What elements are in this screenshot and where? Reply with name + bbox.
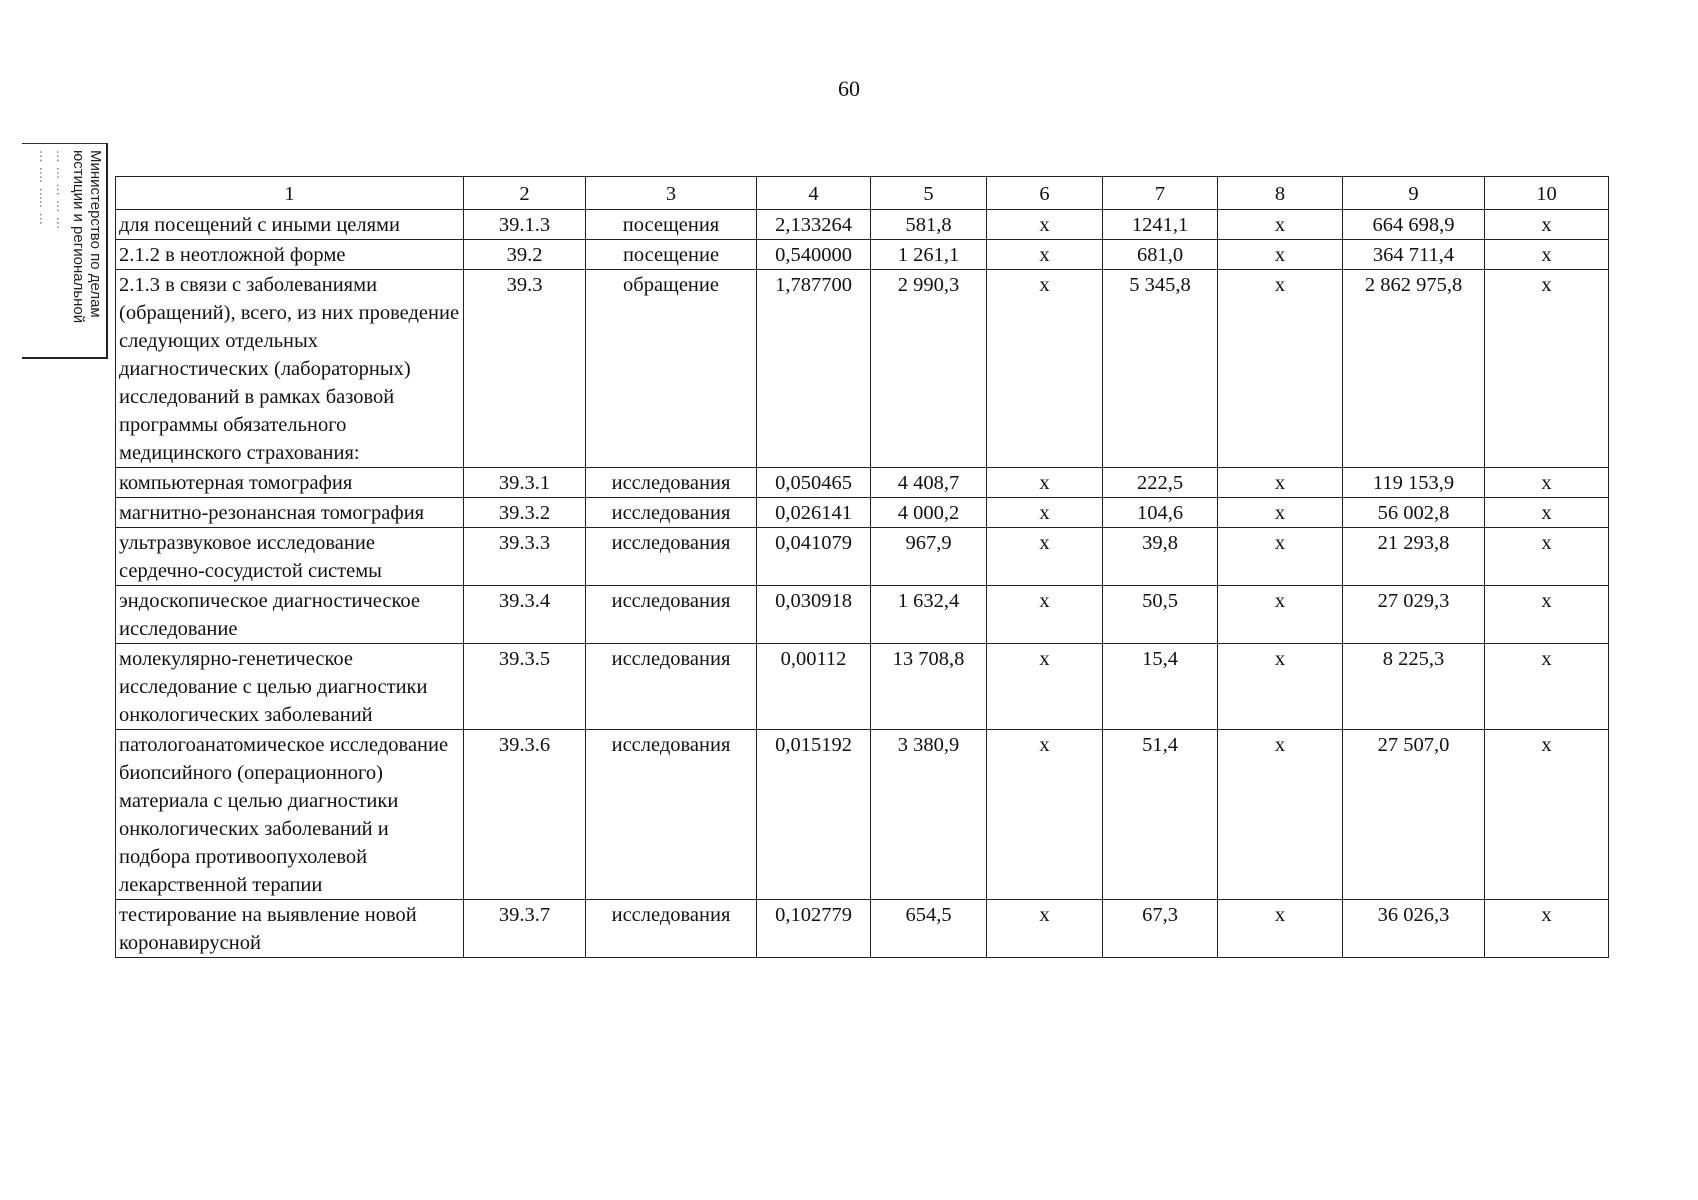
row-cell: 0,026141	[757, 498, 871, 528]
row-cell: х	[987, 240, 1103, 270]
row-code-cell: 39.3.2	[464, 498, 586, 528]
row-cell: х	[1485, 644, 1609, 730]
row-cell: х	[1218, 644, 1343, 730]
row-cell: 119 153,9	[1343, 468, 1485, 498]
header-cell: 2	[464, 177, 586, 210]
row-name-cell: молекулярно-генетическое исследование с целью диагностики онкологических заболеваний	[116, 644, 464, 730]
row-name-cell: 2.1.3 в связи с заболеваниями (обращений), всего, из них проведение следующих отдельных диагностических (лабораторных) исследований в рамках базовой программы обязательного медицинского страхования:	[116, 270, 464, 468]
ministry-stamp	[22, 143, 108, 359]
header-cell: 4	[757, 177, 871, 210]
row-name-cell: компьютерная томография	[116, 468, 464, 498]
table-row	[116, 528, 1609, 586]
row-name-cell: магнитно-резонансная томография	[116, 498, 464, 528]
row-cell: х	[1485, 900, 1609, 958]
stamp-line-2: юстиции и региональной	[70, 150, 87, 324]
row-cell: 8 225,3	[1343, 644, 1485, 730]
row-cell: х	[987, 498, 1103, 528]
header-row	[116, 177, 1609, 210]
row-cell: х	[987, 730, 1103, 900]
table-row	[116, 900, 1609, 958]
row-code-cell: 39.1.3	[464, 210, 586, 240]
row-cell: х	[1485, 270, 1609, 468]
header-cell: 6	[987, 177, 1103, 210]
row-code-cell: 39.3	[464, 270, 586, 468]
row-cell: х	[1485, 468, 1609, 498]
row-cell: х	[987, 900, 1103, 958]
row-cell: х	[1485, 498, 1609, 528]
row-cell: 967,9	[871, 528, 987, 586]
row-cell: 222,5	[1103, 468, 1218, 498]
row-cell: 13 708,8	[871, 644, 987, 730]
table-row	[116, 210, 1609, 240]
row-cell: х	[1218, 730, 1343, 900]
table-row	[116, 270, 1609, 468]
row-cell: 0,102779	[757, 900, 871, 958]
table-row	[116, 644, 1609, 730]
stamp-line-4: ... .... ..... ...	[36, 150, 53, 226]
row-cell: х	[987, 270, 1103, 468]
row-cell: 0,540000	[757, 240, 871, 270]
row-cell: 51,4	[1103, 730, 1218, 900]
row-cell: 67,3	[1103, 900, 1218, 958]
row-name-cell: 2.1.2 в неотложной форме	[116, 240, 464, 270]
row-cell: 364 711,4	[1343, 240, 1485, 270]
row-code-cell: 39.3.7	[464, 900, 586, 958]
row-unit-cell: исследования	[586, 468, 757, 498]
row-name-cell: эндоскопическое диагностическое исследование	[116, 586, 464, 644]
row-cell: 2 990,3	[871, 270, 987, 468]
row-cell: х	[1218, 900, 1343, 958]
row-cell: 2,133264	[757, 210, 871, 240]
table-row	[116, 240, 1609, 270]
row-cell: х	[1218, 498, 1343, 528]
table-row	[116, 586, 1609, 644]
row-cell: 4 408,7	[871, 468, 987, 498]
row-code-cell: 39.3.1	[464, 468, 586, 498]
row-cell: 56 002,8	[1343, 498, 1485, 528]
row-cell: х	[1218, 210, 1343, 240]
row-cell: х	[1485, 528, 1609, 586]
row-cell: х	[1485, 240, 1609, 270]
row-cell: 27 507,0	[1343, 730, 1485, 900]
row-cell: 0,041079	[757, 528, 871, 586]
row-cell: 0,015192	[757, 730, 871, 900]
row-cell: 1 632,4	[871, 586, 987, 644]
table-row	[116, 468, 1609, 498]
row-code-cell: 39.2	[464, 240, 586, 270]
row-cell: 50,5	[1103, 586, 1218, 644]
row-cell: 1,787700	[757, 270, 871, 468]
row-cell: 0,050465	[757, 468, 871, 498]
row-cell: х	[1218, 270, 1343, 468]
row-cell: 4 000,2	[871, 498, 987, 528]
row-name-cell: тестирование на выявление новой коронавирусной	[116, 900, 464, 958]
row-cell: 1241,1	[1103, 210, 1218, 240]
row-unit-cell: посещение	[586, 240, 757, 270]
row-cell: 5 345,8	[1103, 270, 1218, 468]
row-code-cell: 39.3.3	[464, 528, 586, 586]
row-cell: 21 293,8	[1343, 528, 1485, 586]
stamp-line-3: ... ... ... ... ...	[53, 150, 70, 230]
row-unit-cell: исследования	[586, 644, 757, 730]
row-unit-cell: посещения	[586, 210, 757, 240]
row-cell: х	[1485, 730, 1609, 900]
row-cell: 0,030918	[757, 586, 871, 644]
row-cell: 15,4	[1103, 644, 1218, 730]
row-cell: х	[1218, 528, 1343, 586]
row-name-cell: для посещений с иными целями	[116, 210, 464, 240]
row-cell: 36 026,3	[1343, 900, 1485, 958]
row-cell: х	[1218, 468, 1343, 498]
row-cell: х	[987, 528, 1103, 586]
header-cell: 7	[1103, 177, 1218, 210]
row-cell: х	[987, 586, 1103, 644]
row-unit-cell: исследования	[586, 900, 757, 958]
row-name-cell: ультразвуковое исследование сердечно-сосудистой системы	[116, 528, 464, 586]
row-code-cell: 39.3.5	[464, 644, 586, 730]
row-cell: 664 698,9	[1343, 210, 1485, 240]
row-cell: х	[1485, 210, 1609, 240]
row-cell: 2 862 975,8	[1343, 270, 1485, 468]
header-cell: 3	[586, 177, 757, 210]
row-unit-cell: исследования	[586, 730, 757, 900]
row-cell: 654,5	[871, 900, 987, 958]
row-unit-cell: исследования	[586, 498, 757, 528]
row-unit-cell: обращение	[586, 270, 757, 468]
row-cell: х	[1218, 586, 1343, 644]
stamp-line-1: Министерство по делам	[87, 150, 104, 318]
row-cell: 1 261,1	[871, 240, 987, 270]
row-code-cell: 39.3.6	[464, 730, 586, 900]
row-cell: 3 380,9	[871, 730, 987, 900]
stamp-text	[22, 144, 108, 360]
row-cell: 27 029,3	[1343, 586, 1485, 644]
row-unit-cell: исследования	[586, 528, 757, 586]
row-name-cell: патологоанатомическое исследование биопсийного (операционного) материала с целью диагностики онкологических заболеваний и подбора противоопухолевой лекарственной терапии	[116, 730, 464, 900]
row-unit-cell: исследования	[586, 586, 757, 644]
header-cell: 8	[1218, 177, 1343, 210]
data-table	[115, 176, 1609, 958]
row-cell: 681,0	[1103, 240, 1218, 270]
row-cell: 39,8	[1103, 528, 1218, 586]
row-cell: х	[987, 210, 1103, 240]
table-row	[116, 730, 1609, 900]
header-cell: 1	[116, 177, 464, 210]
page-number: 60	[838, 76, 860, 101]
header-cell: 5	[871, 177, 987, 210]
row-cell: 0,00112	[757, 644, 871, 730]
header-cell: 9	[1343, 177, 1485, 210]
row-code-cell: 39.3.4	[464, 586, 586, 644]
row-cell: 581,8	[871, 210, 987, 240]
table-row	[116, 498, 1609, 528]
header-cell: 10	[1485, 177, 1609, 210]
row-cell: х	[1485, 586, 1609, 644]
row-cell: х	[987, 644, 1103, 730]
row-cell: х	[987, 468, 1103, 498]
row-cell: х	[1218, 240, 1343, 270]
row-cell: 104,6	[1103, 498, 1218, 528]
